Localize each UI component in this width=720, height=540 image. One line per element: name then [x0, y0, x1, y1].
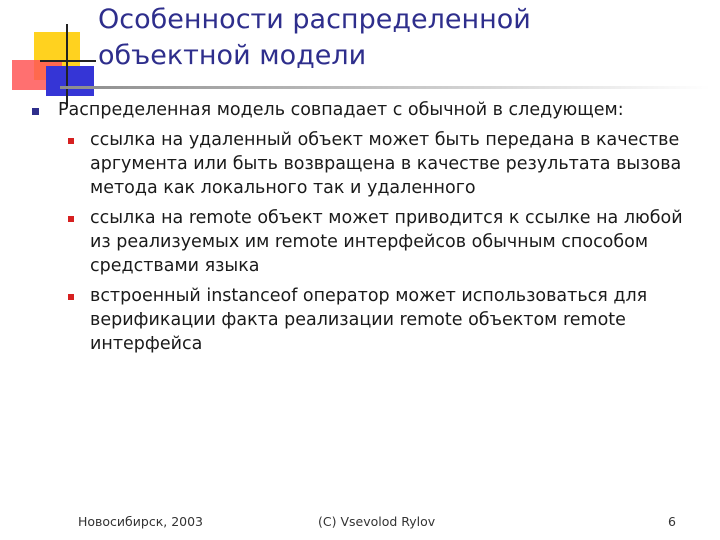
square-bullet-icon	[68, 294, 74, 300]
title-underline	[60, 86, 710, 89]
square-bullet-icon	[68, 138, 74, 144]
bullet-text: Распределенная модель совпадает с обычной в следующем:	[58, 100, 624, 120]
slide-title	[98, 2, 698, 74]
logo-blue-block	[46, 66, 94, 96]
logo-vertical-line	[66, 24, 68, 106]
bullet-text: ссылка на remote объект может приводится к ссылке на любой из реализуемых им remote интерфейсов обычным способом средствами языка	[90, 208, 683, 276]
page-number: 6	[668, 514, 676, 529]
logo-horizontal-line	[40, 60, 96, 62]
bullet-level-2	[30, 128, 690, 200]
footer-location: Новосибирск, 2003	[78, 514, 204, 529]
square-bullet-icon	[32, 108, 39, 115]
slide-content	[30, 98, 690, 356]
bullet-text: ссылка на удаленный объект может быть передана в качестве аргумента или быть возвращена в качестве результата вызова метода как локального так и удаленного	[90, 130, 682, 198]
slide-title-line-2: объектной модели	[98, 40, 367, 71]
square-bullet-icon	[68, 216, 74, 222]
bullet-text: встроенный instanceof оператор может использоваться для верификации факта реализации remote объектом remote интерфейса	[90, 286, 648, 354]
footer-copyright: (C) Vsevolod Rylov	[318, 514, 436, 529]
bullet-level-2	[30, 206, 690, 278]
bullet-level-2	[30, 284, 690, 356]
bullet-level-1	[30, 98, 690, 122]
slide-title-line-1: Особенности распределенной	[98, 4, 531, 35]
